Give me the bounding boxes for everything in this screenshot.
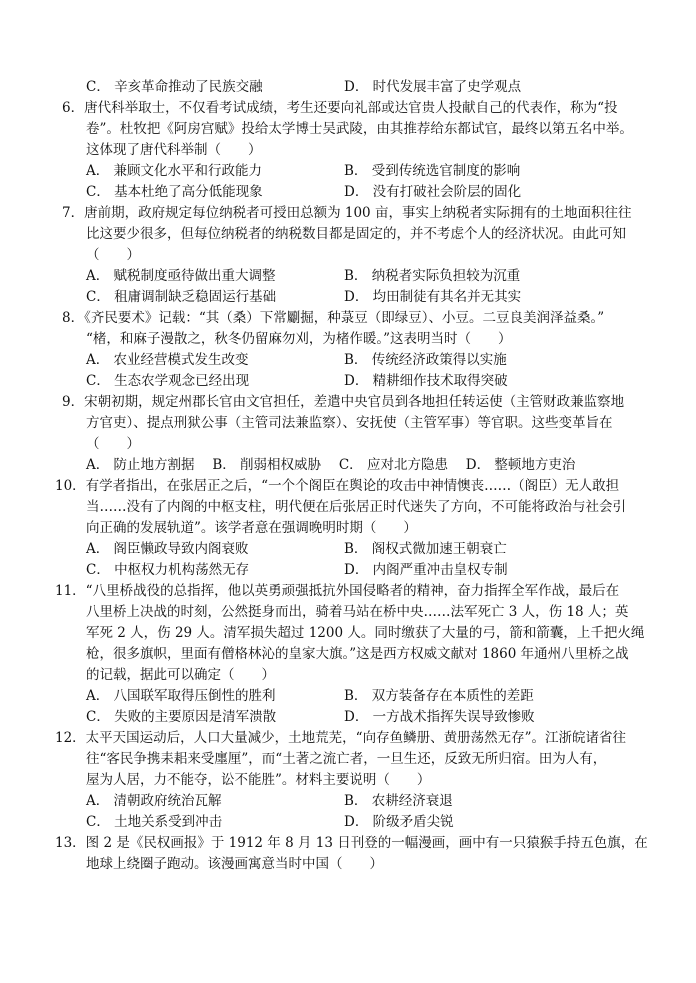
q12-stem-line-3: 屋为人居，力不能夺，讼不能胜”。材料主要说明（ ） — [86, 772, 431, 788]
q13-stem-line-2: 地球上绕圈子跑动。该漫画寓意当时中国（ ） — [86, 856, 383, 872]
q9-options-line: A． 防止地方割据 B． 削弱相权威胁 C． 应对北方隐患 D． 整顿地方吏治 — [86, 457, 576, 473]
q12-option-d: D． 阶级矛盾尖锐 — [344, 814, 454, 830]
q6-option-c: C． 基本杜绝了高分低能现象 — [86, 184, 263, 200]
q6-stem-line-1: 6．唐代科举取士，不仅看考试成绩，考生还要向礼部或达官贵人投献自己的代表作，称为“投 — [62, 100, 618, 116]
q12-stem-line-2: 往“客民争携耒耜来受廛厘”，而“土著之流亡者，一旦生还，反致无所归宿。田为人有， — [86, 751, 607, 767]
q9-stem-line-3: （ ） — [86, 436, 140, 452]
q10-option-b: B． 阁权式微加速王朝衰亡 — [344, 541, 507, 557]
q8-option-b: B． 传统经济政策得以实施 — [344, 352, 507, 368]
q10-option-a: A． 阁臣懒政导致内阁衰败 — [86, 541, 249, 557]
q5-option-d: D． 时代发展丰富了史学观点 — [344, 79, 522, 95]
q6-option-d: D． 没有打破社会阶层的固化 — [344, 184, 522, 200]
q12-stem-line-1: 12．太平天国运动后，人口大量减少，土地荒芜，“向存鱼鳞册、黄册荡然无存”。江浙皖诸省往 — [55, 730, 626, 746]
q7-option-d: D． 均田制徒有其名并无其实 — [344, 289, 522, 305]
q11-stem-line-3: 军死 2 人，伤 29 人。清军损失超过 1200 人。同时缴获了大量的弓，箭和箭囊，上千把火绳 — [86, 625, 645, 641]
q9-stem-line-1: 9．宋朝初期，规定州郡长官由文官担任，差遣中央官员到各地担任转运使（主管财政兼监察地 — [62, 394, 625, 410]
q8-option-d: D． 精耕细作技术取得突破 — [344, 373, 508, 389]
q7-stem-line-3: （ ） — [86, 247, 140, 263]
q10-stem-line-1: 10．有学者指出，在张居正之后，“一个个阁臣在舆论的攻击中神情懊丧……（阁臣）无人敢担 — [55, 478, 620, 494]
q8-stem-line-2: “楮，和麻子漫散之，秋冬仍留麻勿刈，为楮作暖。”这表明当时（ ） — [86, 331, 512, 347]
q6-stem-line-3: 这体现了唐代科举制（ ） — [86, 142, 262, 158]
q7-stem-line-2: 比这要少很多，但每位纳税者的纳税数目都是固定的，并不考虑个人的经济状况。由此可知 — [86, 226, 626, 242]
q10-stem-line-2: 当……没有了内阁的中枢支柱，明代便在后张居正时代迷失了方向，不可能将政治与社会引 — [86, 499, 626, 515]
q10-option-d: D． 内阁严重冲击皇权专制 — [344, 562, 508, 578]
q8-stem-line-1: 8．《齐民要术》记载：“其（桑）下常劚掘，种菉豆（即绿豆）、小豆。二豆良美润泽益桑。” — [62, 310, 605, 326]
q8-option-a: A． 农业经营模式发生改变 — [86, 352, 249, 368]
q9-stem-line-2: 方官吏）、提点刑狱公事（主管司法兼监察）、安抚使（主管军事）等官职。这些变革旨在 — [86, 415, 613, 431]
q11-option-d: D． 一方战术指挥失误导致惨败 — [344, 709, 535, 725]
q12-option-c: C． 土地关系受到冲击 — [86, 814, 223, 830]
q11-option-b: B． 双方装备存在本质性的差距 — [344, 688, 534, 704]
q7-option-a: A． 赋税制度亟待做出重大调整 — [86, 268, 276, 284]
q5-option-c: C． 辛亥革命推动了民族交融 — [86, 79, 263, 95]
q12-option-a: A． 清朝政府统治瓦解 — [86, 793, 222, 809]
q11-stem-line-5: 的记载，据此可以确定（ ） — [86, 667, 275, 683]
q7-option-c: C． 租庸调制缺乏稳固运行基础 — [86, 289, 277, 305]
q11-stem-line-2: 八里桥上决战的时刻，公然挺身而出，骑着马站在桥中央……法军死亡 3 人，伤 18 人；英 — [86, 604, 629, 620]
q6-option-b: B． 受到传统选官制度的影响 — [344, 163, 521, 179]
q6-stem-line-2: 卷”。杜牧把《阿房宫赋》投给太学博士吴武陵，由其推荐给东都试官，最终以第五名中举。 — [86, 121, 633, 137]
q11-stem-line-4: 枪，很多旗帜，里面有僧格林沁的皇家大旗。”这是西方权威文献对 1860 年通州八里桥之战 — [86, 646, 629, 662]
q11-stem-line-1: 11．“八里桥战役的总指挥，他以英勇顽强抵抗外国侵略者的精神，奋力指挥全军作战，最后在 — [55, 583, 620, 599]
q6-option-a: A． 兼顾文化水平和行政能力 — [86, 163, 263, 179]
q10-option-c: C． 中枢权力机构荡然无存 — [86, 562, 250, 578]
q7-option-b: B． 纳税者实际负担较为沉重 — [344, 268, 521, 284]
q7-stem-line-1: 7．唐前期，政府规定每位纳税者可授田总额为 100 亩，事实上纳税者实际拥有的土地面积往往 — [62, 205, 632, 221]
q13-stem-line-1: 13．图 2 是《民权画报》于 1912 年 8 月 13 日刊登的一幅漫画，画中有一只猿猴手持五色旗，在 — [55, 835, 648, 851]
q11-option-c: C． 失败的主要原因是清军溃散 — [86, 709, 277, 725]
q12-option-b: B． 农耕经济衰退 — [344, 793, 453, 809]
q11-option-a: A． 八国联军取得压倒性的胜利 — [86, 688, 276, 704]
q8-option-c: C． 生态农学观念已经出现 — [86, 373, 250, 389]
q10-stem-line-3: 向正确的发展轨道”。该学者意在强调晚明时期（ ） — [86, 520, 417, 536]
